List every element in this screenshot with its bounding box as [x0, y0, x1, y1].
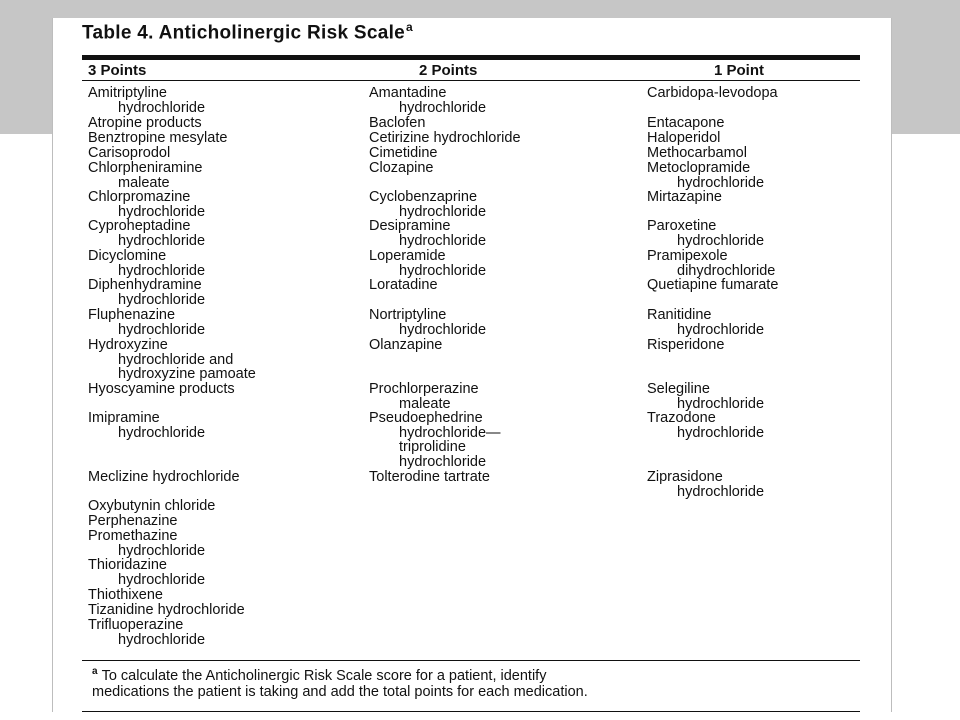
drug-entry: Carisoprodol — [88, 145, 171, 161]
drug-entry: Dicyclomine hydrochloride — [88, 248, 206, 279]
drug-entry: Tolterodine tartrate — [369, 469, 490, 485]
drug-entry: Hyoscyamine products — [88, 381, 235, 397]
drug-entry: Chlorpromazine hydrochloride — [88, 189, 206, 220]
drug-entry: Selegiline hydrochloride — [647, 381, 765, 412]
footnote-mark: a — [92, 666, 98, 677]
drug-entry: Atropine products — [88, 115, 202, 131]
page-right-edge — [891, 18, 892, 712]
drug-entry: Prochlorperazine maleate — [369, 381, 479, 412]
drug-entry: Nortriptyline hydrochloride — [369, 307, 487, 338]
drug-entry: Ranitidine hydrochloride — [647, 307, 765, 338]
table-bottom-rule — [82, 660, 860, 661]
drug-entry: Trazodone hydrochloride — [647, 410, 765, 441]
drug-entry: Mirtazapine — [647, 189, 722, 205]
table-footnote — [92, 664, 588, 700]
drug-entry: Haloperidol — [647, 130, 721, 146]
drug-entry: Hydroxyzine hydrochloride and hydroxyzine pamoate — [88, 337, 256, 382]
drug-entry: Promethazine hydrochloride — [88, 528, 206, 559]
drug-entry: Pseudoephedrine hydrochloride— triprolidine hydrochloride — [369, 410, 501, 470]
drug-entry: Risperidone — [647, 337, 725, 353]
drug-entry: Imipramine hydrochloride — [88, 410, 206, 441]
drug-entry: Baclofen — [369, 115, 426, 131]
drug-entry: Ziprasidone hydrochloride — [647, 469, 765, 500]
drug-entry: Cyproheptadine hydrochloride — [88, 218, 206, 249]
right-background-band — [892, 0, 960, 134]
drug-entry: Oxybutynin chloride — [88, 498, 216, 514]
column-header-3-points: 3 Points — [88, 62, 147, 79]
drug-entry: Thioridazine hydrochloride — [88, 557, 206, 588]
drug-entry: Tizanidine hydrochloride — [88, 602, 245, 618]
drug-entry: Entacapone — [647, 115, 725, 131]
header-rule — [82, 80, 860, 81]
drug-entry: Pramipexole dihydrochloride — [647, 248, 776, 279]
drug-entry: Cimetidine — [369, 145, 438, 161]
column-header-1-point: 1 Point — [714, 62, 765, 79]
drug-entry: Amantadine hydrochloride — [369, 85, 487, 116]
drug-entry: Loratadine — [369, 277, 438, 293]
drug-entry: Loperamide hydrochloride — [369, 248, 487, 279]
drug-entry: Clozapine — [369, 160, 434, 176]
drug-entry: Thiothixene — [88, 587, 163, 603]
column-header-2-points: 2 Points — [419, 62, 478, 79]
drug-entry: Trifluoperazine hydrochloride — [88, 617, 206, 648]
drug-entry: Perphenazine — [88, 513, 178, 529]
drug-entry: Olanzapine — [369, 337, 443, 353]
table-title — [82, 20, 413, 44]
drug-entry: Benztropine mesylate — [88, 130, 228, 146]
drug-entry: Cetirizine hydrochloride — [369, 130, 521, 146]
drug-entry: Metoclopramide hydrochloride — [647, 160, 765, 191]
drug-entry: Quetiapine fumarate — [647, 277, 779, 293]
drug-entry: Desipramine hydrochloride — [369, 218, 487, 249]
page-left-edge — [52, 18, 53, 712]
drug-entry: Meclizine hydrochloride — [88, 469, 240, 485]
drug-entry: Amitriptyline hydrochloride — [88, 85, 206, 116]
drug-entry: Diphenhydramine hydrochloride — [88, 277, 206, 308]
table-title-text: Table 4. Anticholinergic Risk Scale — [82, 22, 406, 44]
footnote-bottom-rule — [82, 711, 860, 712]
drug-entry: Carbidopa-levodopa — [647, 85, 778, 101]
footnote-line: medications the patient is taking and add the total points for each medication. — [92, 683, 588, 700]
top-background-band — [0, 0, 960, 18]
footnote-line: To calculate the Anticholinergic Risk Scale score for a patient, identify — [101, 667, 547, 684]
drug-entry: Cyclobenzaprine hydrochloride — [369, 189, 487, 220]
drug-entry: Chlorpheniramine maleate — [88, 160, 203, 191]
drug-entry: Fluphenazine hydrochloride — [88, 307, 206, 338]
title-footnote-mark: a — [406, 20, 414, 34]
drug-entry: Methocarbamol — [647, 145, 747, 161]
left-background-band — [0, 0, 52, 134]
drug-entry: Paroxetine hydrochloride — [647, 218, 765, 249]
title-rule — [82, 55, 860, 60]
